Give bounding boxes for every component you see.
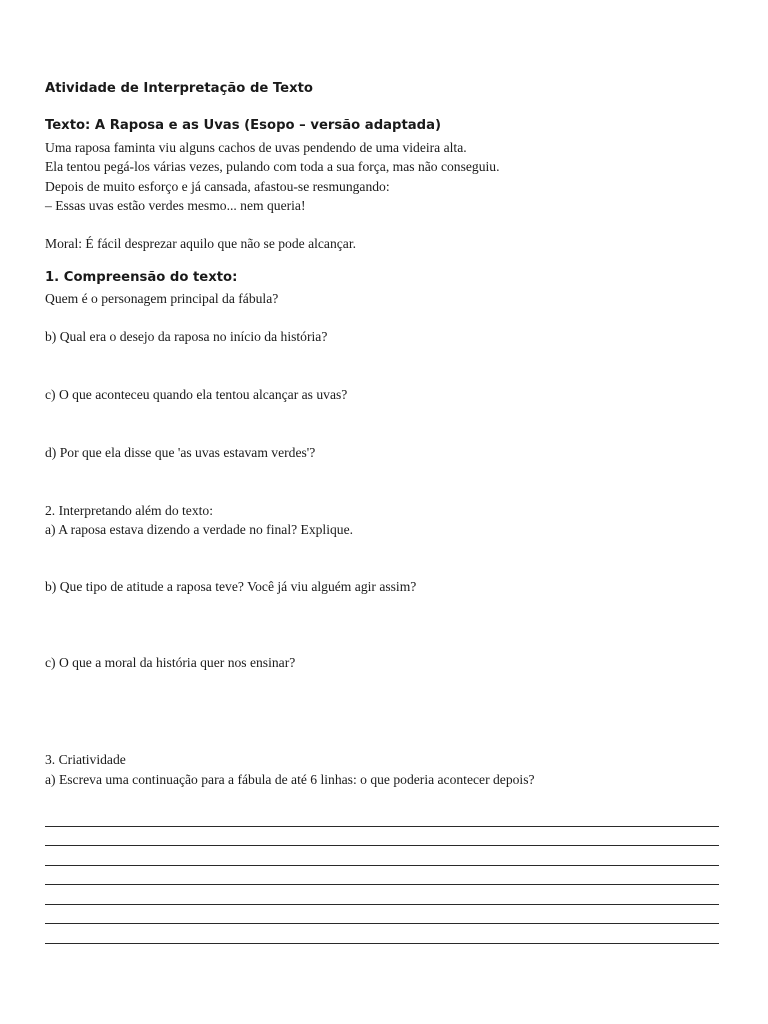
- story-line-1: Uma raposa faminta viu alguns cachos de uvas pendendo de uma videira alta.: [45, 140, 467, 155]
- story-line-2: Ela tentou pegá-los várias vezes, pulando com toda a sua força, mas não conseguiu.: [45, 159, 500, 174]
- section2-heading: 2. Interpretando além do texto:: [45, 503, 213, 518]
- question-1c: c) O que aconteceu quando ela tentou alcançar as uvas?: [45, 387, 348, 402]
- moral-text: Moral: É fácil desprezar aquilo que não se pode alcançar.: [45, 236, 357, 251]
- section3-heading: 3. Criatividade: [45, 752, 126, 767]
- answer-line[interactable]: [45, 827, 719, 847]
- section1-heading: 1. Compreensão do texto:: [45, 270, 238, 285]
- answer-line[interactable]: [45, 866, 719, 886]
- answer-line[interactable]: [45, 846, 719, 866]
- story-line-3: Depois de muito esforço e já cansada, afastou-se resmungando:: [45, 179, 390, 194]
- question-1b: b) Qual era o desejo da raposa no início da história?: [45, 329, 328, 344]
- question-2b: b) Que tipo de atitude a raposa teve? Você já viu alguém agir assim?: [45, 579, 417, 594]
- question-2a: a) A raposa estava dizendo a verdade no final? Explique.: [45, 522, 354, 537]
- answer-line[interactable]: [45, 905, 719, 925]
- page-title: Atividade de Interpretação de Texto: [45, 81, 313, 96]
- answer-line[interactable]: [45, 924, 719, 944]
- question-2c: c) O que a moral da história quer nos ensinar?: [45, 655, 296, 670]
- answer-lines[interactable]: [45, 807, 719, 944]
- answer-line[interactable]: [45, 807, 719, 827]
- question-1a: Quem é o personagem principal da fábula?: [45, 291, 279, 306]
- question-3a: a) Escreva uma continuação para a fábula de até 6 linhas: o que poderia acontecer depois?: [45, 772, 535, 787]
- answer-line[interactable]: [45, 885, 719, 905]
- text-heading: Texto: A Raposa e as Uvas (Esopo – versão adaptada): [45, 118, 442, 133]
- question-1d: d) Por que ela disse que 'as uvas estavam verdes'?: [45, 445, 316, 460]
- story-line-4: – Essas uvas estão verdes mesmo... nem queria!: [45, 198, 306, 213]
